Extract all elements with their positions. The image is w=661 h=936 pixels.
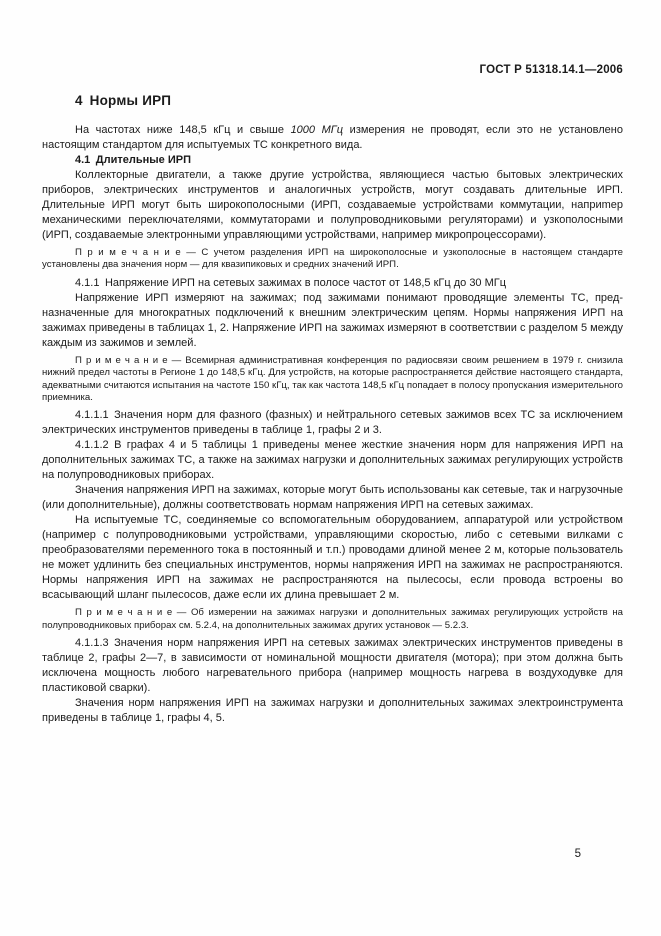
- intro-frequency-italic: 1000 МГц: [290, 124, 344, 136]
- subsection-4-1-heading: 4.1 Длительные ИРП: [75, 154, 191, 166]
- paragraph-short-cords: На испытуемые ТС, соединяемые со вспомогательным оборудованием, аппаратурой или устройством (например с полупроводниковыми устройствами, управляющими скоростью, либо с сетевыми вилками с преобразователями переменного тока в постоянный и т.п.) проводами длиной менее 2 м, которые пользователь не может удлинить без специальных инструментов, нормы напряжения ИРП на зажимах не распространяются. Нормы напряжения ИРП на зажимах не распространяются на пылесосы, если провода встроены во всасывающий шланг пылесосов, даже если их длина превышает 2 м.: [42, 514, 623, 602]
- paragraph-4-1-1-1: 4.1.1.1 Значения норм для фазного (фазных) и нейтрального сетевых зажимов всех ТС за исключением электрических инструментов приведены в таблице 1, графы 2 и 3.: [42, 409, 623, 437]
- paragraph-terminal-voltage: Напряжение ИРП измеряют на зажимах; под зажимами понимают проводящие элементы ТС, предназначенные для многократных подключений к внешним электрическим цепям. Нормы напряжения ИРП на зажимах приведены в таблицах 1, 2. Напряжение ИРП на зажимах измеряют в соответствии с разделом 5 между каждым из зажимов и землей.: [42, 291, 623, 349]
- intro-paragraph: [42, 123, 623, 153]
- paragraph-tool-load-terminals: Значения норм напряжения ИРП на зажимах нагрузки и дополнительных зажимах электроинструмента приведены в таблице 1, графы 4, 5.: [42, 697, 623, 725]
- intro-text-after: измерения не проводят, если это не установлено настоящим стандартом для испытуемых ТС конкретного вида.: [42, 124, 623, 151]
- page-number: 5: [574, 848, 581, 860]
- document-content: [42, 64, 623, 726]
- note-broadband-narrowband: П р и м е ч а н и е — С учетом разделения ИРП на широкополосные и узкополосные в настоящем стандарте установлены два значения норм — для квазипиковых и средних значений ИРП.: [42, 247, 623, 271]
- section-title: 4 Нормы ИРП: [75, 93, 172, 108]
- note-warc-1979: П р и м е ч а н и е — Всемирная административная конференция по радиосвязи своим решением в 1979 г. снизила нижний предел частоты в Регионе 1 до 148,5 кГц. Для устройств, на которые распространяется действие настоящего стандарта, адекватными считаются испытания на частоте 150 кГц, так как частота 148,5 кГц попадает в полосу пропускания измерительного приемника.: [42, 354, 623, 404]
- paragraph-4-1-1-2: 4.1.1.2 В графах 4 и 5 таблицы 1 приведены менее жесткие значения норм для напряжения ИРП на дополнительных зажимах ТС, а также на зажимах нагрузки и дополнительных зажимах регулирующих устройств на полупроводниковых приборах.: [42, 439, 623, 482]
- document-code: ГОСТ Р 51318.14.1—2006: [479, 64, 623, 76]
- paragraph-4-1-1-3: 4.1.1.3 Значения норм напряжения ИРП на сетевых зажимах электрических инструментов приведены в таблице 2, графы 2—7, в зависимости от номинальной мощности двигателя (мотора); при этом должна быть исключена мощность любого нагревательного прибора (например мощность нагрева в воздуходувке для пластиковой сварки).: [42, 637, 623, 695]
- clause-4-1-1-heading: 4.1.1 Напряжение ИРП на сетевых зажимах в полосе частот от 148,5 кГц до 30 МГц: [75, 276, 507, 289]
- intro-text-before: На частотах ниже 148,5 кГц и свыше: [75, 124, 291, 136]
- paragraph-collector-motors: Коллекторные двигатели, а также другие устройства, являющиеся частью бытовых электрических приборов, электрических инструментов и аналогичных устройств, могут создавать длительные ИРП. Длительные ИРП могут быть широкополосными (ИРП, создаваемые устройствами коммутации, наприmер механическими переключателями, коммутаторами и полупроводниковыми регуляторами) и узкополосными (ИРП, создаваемые электронными управляющими устройствами, например микропроцессорами).: [42, 169, 623, 241]
- note-load-terminal-measurement: П р и м е ч а н и е — Об измерении на зажимах нагрузки и дополнительных зажимах регулирующих устройств на полупроводниковых приборах см. 5.2.4, на дополнительных зажимах других установок — 5.2.3.: [42, 607, 623, 631]
- paragraph-dual-use-terminals: Значения напряжения ИРП на зажимах, которые могут быть использованы как сетевые, так и нагрузочные (или дополнительные), должны соответствовать нормам напряжения ИРП на сетевых зажимах.: [42, 484, 623, 512]
